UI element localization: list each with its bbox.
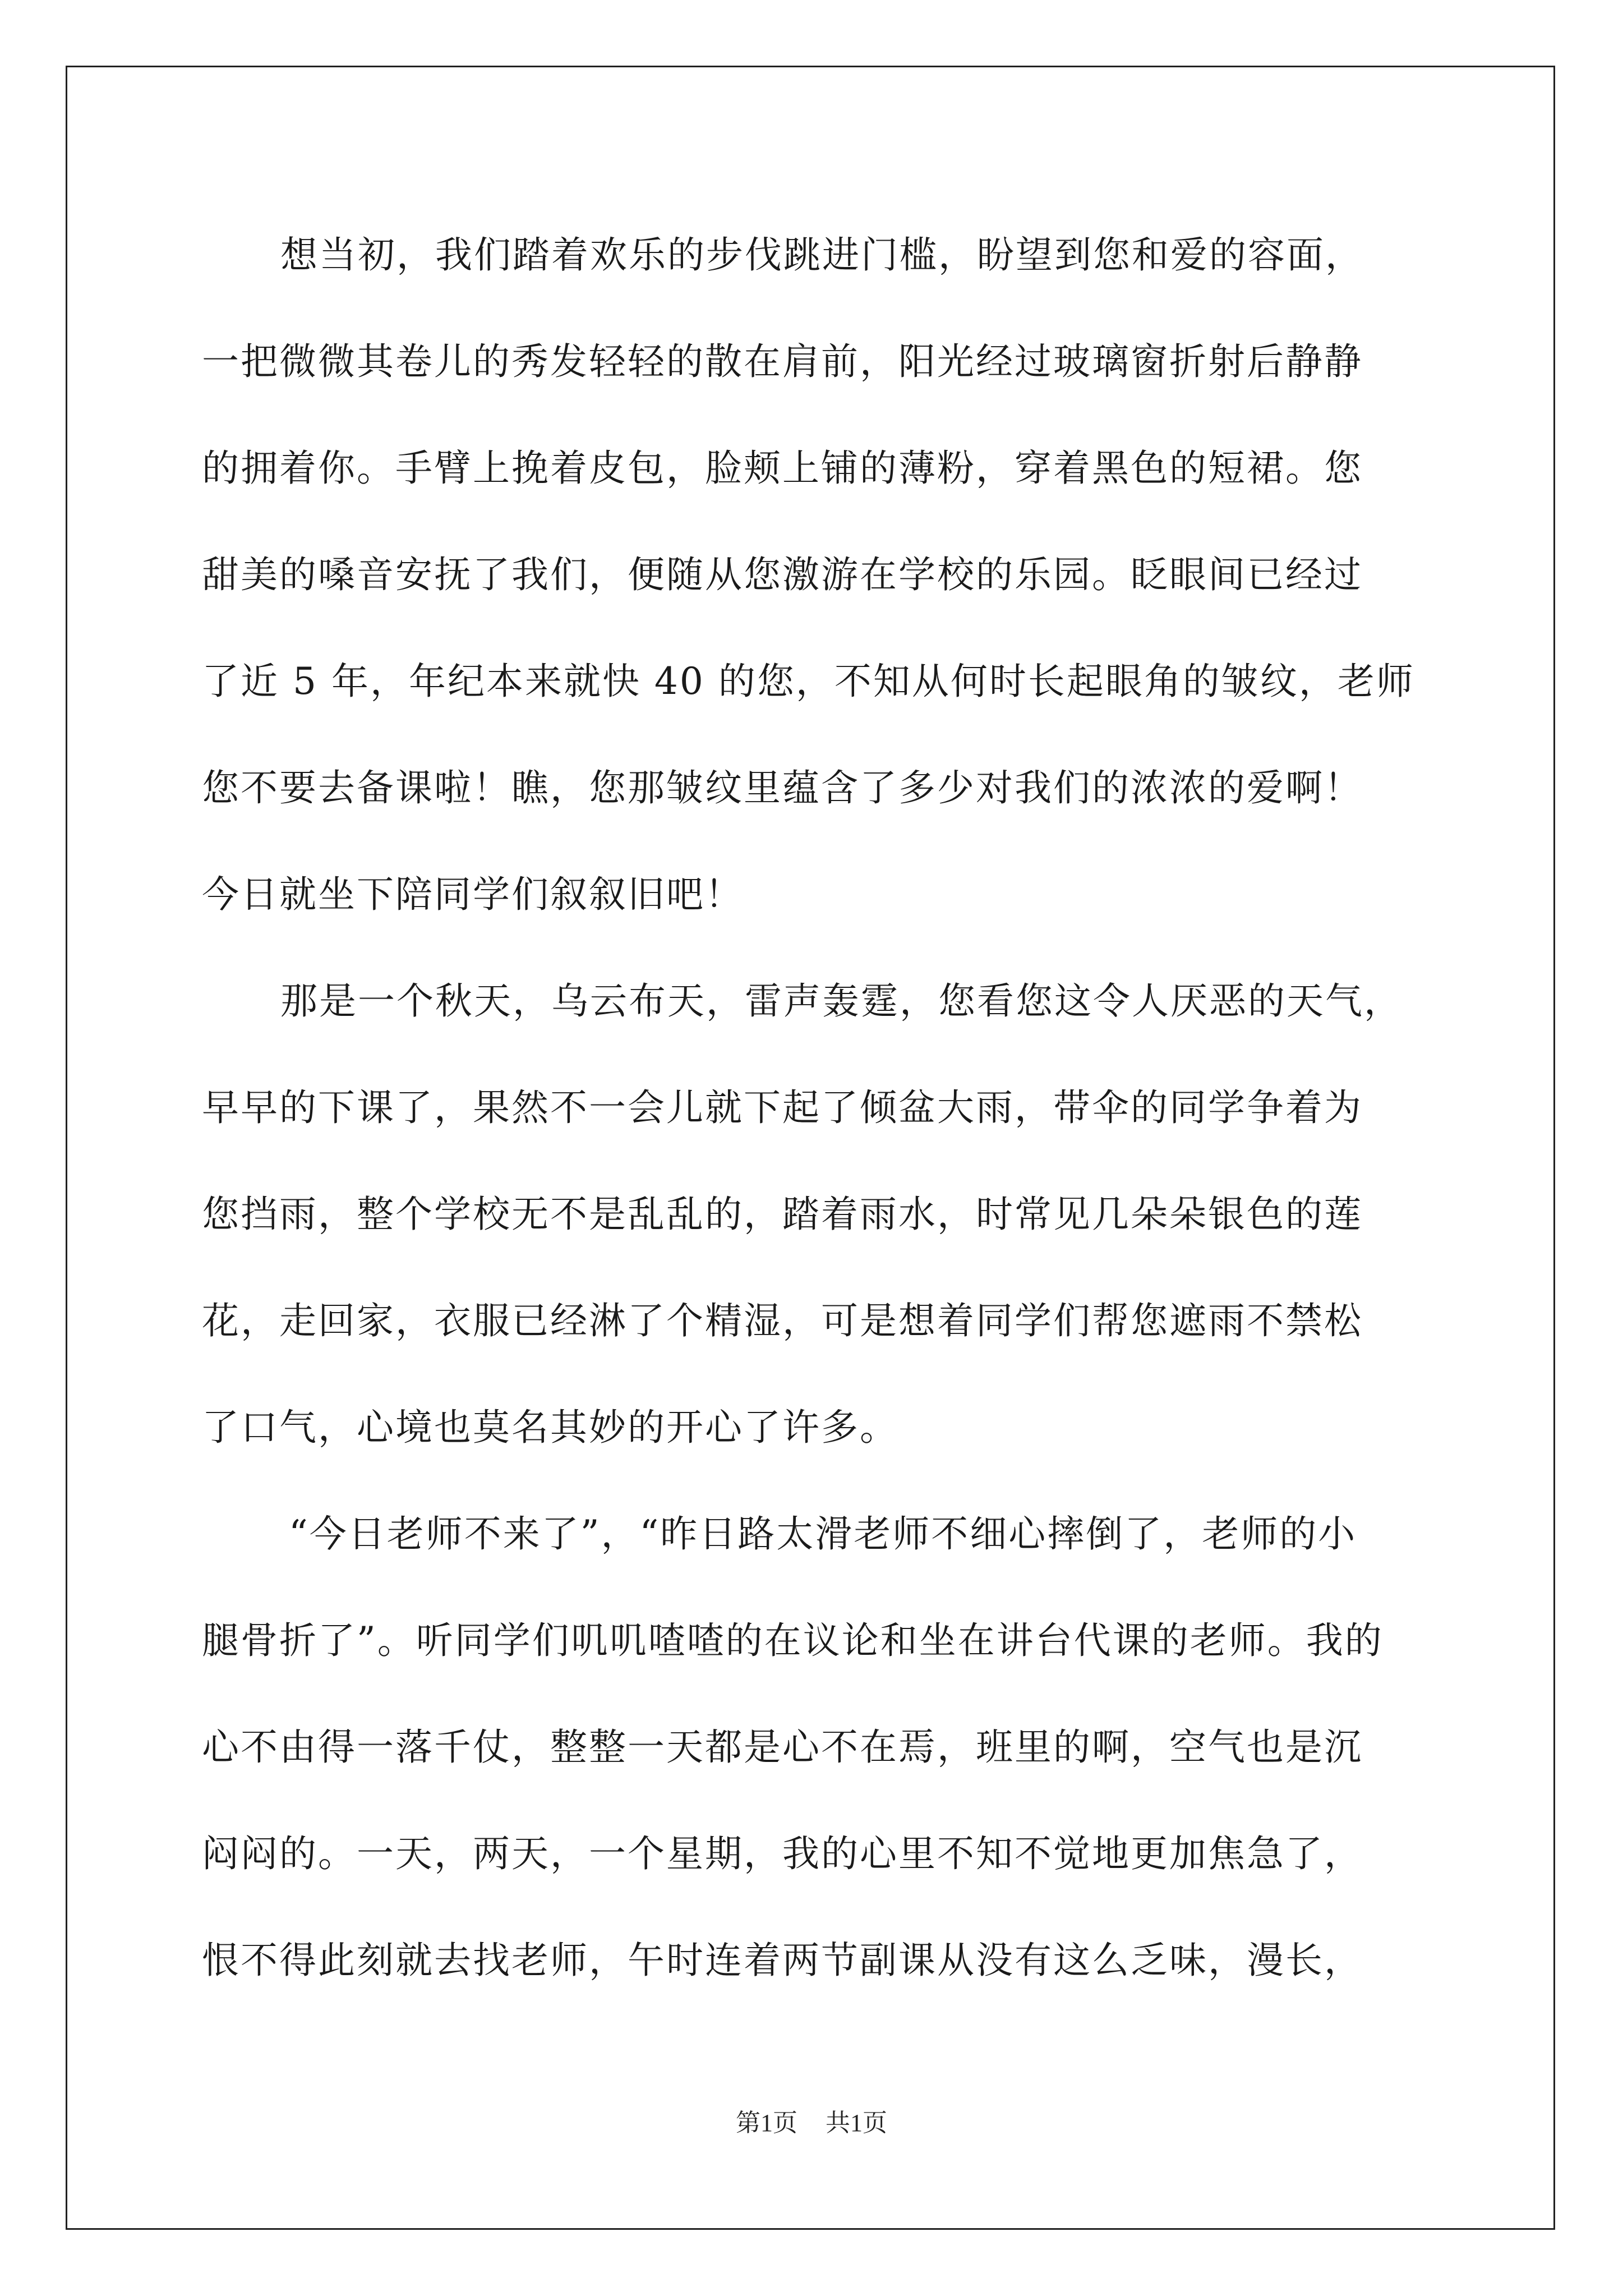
page-number: 第1页 (736, 2109, 797, 2137)
text-line: 心不由得一落千仗，整整一天都是心不在焉，班里的啊，空气也是沉 (202, 1726, 1363, 1769)
text-line: 早早的下课了，果然不一会儿就下起了倾盆大雨，带伞的同学争着为 (202, 1086, 1363, 1129)
text-line: 了近 5 年，年纪本来就快 40 的您，不知从何时长起眼角的皱纹，老师 (202, 660, 1415, 703)
text-line: 甜美的嗓音安抚了我们，便随从您激游在学校的乐园。眨眼间已经过 (202, 553, 1363, 596)
text-line: 恨不得此刻就去找老师，午时连着两节副课从没有这么乏味，漫长， (202, 1939, 1363, 1982)
text-line: 腿骨折了”。听同学们叽叽喳喳的在议论和坐在讲台代课的老师。我的 (202, 1619, 1384, 1662)
text-line: 那是一个秋天，乌云布天，雷声轰霆，您看您这令人厌恶的天气， (280, 979, 1403, 1023)
paragraph-1 (202, 202, 1458, 948)
text-line: 一把微微其卷儿的秀发轻轻的散在肩前，阳光经过玻璃窗折射后静静 (202, 340, 1363, 383)
page-total: 共1页 (826, 2109, 887, 2137)
document-body (202, 202, 1458, 2014)
paragraph-3 (202, 1481, 1458, 2014)
text-line: 今日就坐下陪同学们叙叙旧吧！ (202, 873, 744, 916)
text-line: 花，走回家，衣服已经淋了个精湿，可是想着同学们帮您遮雨不禁松 (202, 1299, 1363, 1342)
text-line: 的拥着你。手臂上挽着皮包，脸颊上铺的薄粉，穿着黑色的短裙。您 (202, 447, 1363, 490)
text-line: 您不要去备课啦！瞧，您那皱纹里蕴含了多少对我们的浓浓的爱啊！ (202, 766, 1363, 809)
text-line: 您挡雨，整个学校无不是乱乱的，踏着雨水，时常见几朵朵银色的莲 (202, 1193, 1363, 1236)
text-line: “今日老师不来了”，“昨日路太滑老师不细心摔倒了，老师的小 (289, 1512, 1357, 1556)
paragraph-2 (202, 948, 1458, 1481)
text-line: 想当初，我们踏着欢乐的步伐跳进门槛，盼望到您和爱的容面， (280, 233, 1364, 277)
page-footer (0, 2106, 1623, 2140)
text-line: 了口气，心境也莫名其妙的开心了许多。 (202, 1406, 898, 1449)
text-line: 闷闷的。一天，两天，一个星期，我的心里不知不觉地更加焦急了， (202, 1832, 1363, 1875)
